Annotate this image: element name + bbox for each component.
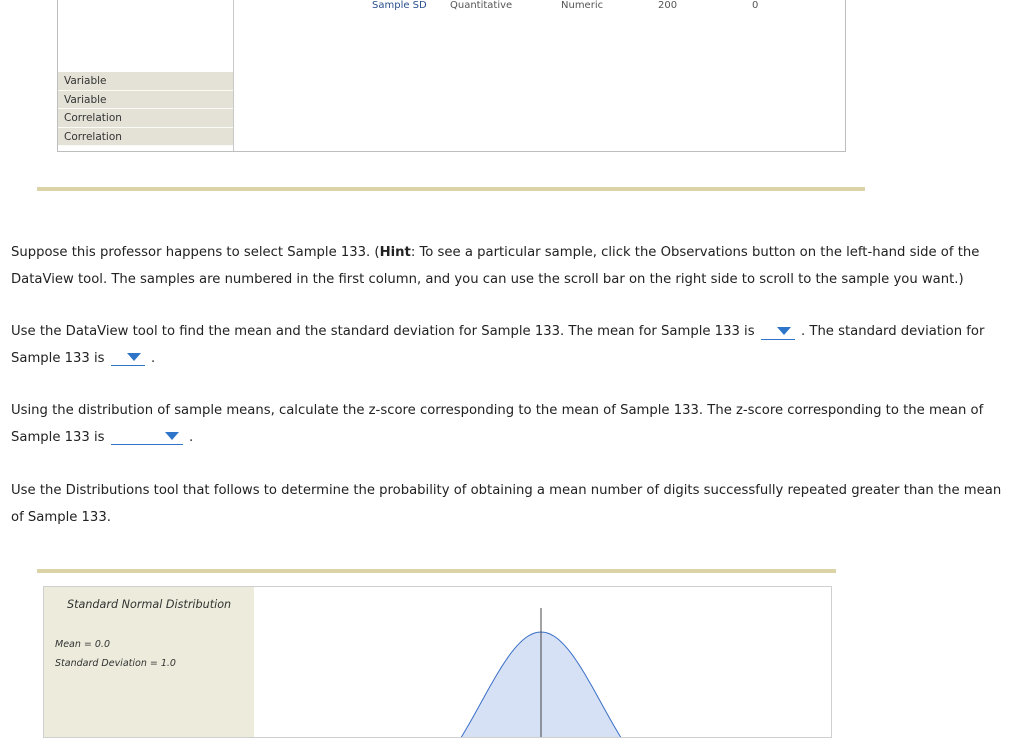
chevron-down-icon bbox=[165, 432, 179, 440]
normal-curve-chart[interactable] bbox=[255, 587, 831, 737]
section-divider bbox=[37, 569, 836, 573]
variable-count-cell: 200 bbox=[658, 0, 678, 11]
section-divider bbox=[37, 187, 865, 191]
intro-text-2: : To see a particular sample, click the Observations button on the left-hand side of the DataView tool. The samples are numbered in the first column, and you can use the scroll bar on the right side to scroll to the sample you want.) bbox=[11, 245, 980, 287]
mean-sd-text-2: . The standard deviation for Sample 133 is bbox=[11, 324, 985, 366]
mean-sd-text-3: . bbox=[150, 350, 156, 366]
dataview-tool bbox=[57, 0, 846, 152]
distributions-tool bbox=[43, 586, 832, 738]
distribution-info-panel bbox=[44, 587, 254, 737]
variable-list-item[interactable]: Variable bbox=[58, 72, 233, 91]
distribution-title: Standard Normal Distribution bbox=[67, 598, 232, 611]
question-intro bbox=[11, 240, 1011, 293]
variable-type-cell: Quantitative bbox=[450, 0, 513, 11]
mean-sd-text-1: Use the DataView tool to find the mean and the standard deviation for Sample 133. The mean for Sample 133 is bbox=[11, 324, 755, 339]
variable-missing-cell: 0 bbox=[752, 0, 759, 11]
zscore-dropdown[interactable] bbox=[111, 428, 183, 445]
variable-list-item[interactable]: Correlation bbox=[58, 128, 233, 147]
variable-name-cell[interactable]: Sample SD bbox=[372, 0, 427, 11]
question-mean-sd bbox=[11, 319, 1011, 372]
distributions-text: Use the Distributions tool that follows to determine the probability of obtaining a mean number of digits successfully repeated greater than the mean of Sample 133. bbox=[11, 483, 1002, 525]
variable-list-item[interactable]: Correlation bbox=[58, 109, 233, 128]
variable-format-cell: Numeric bbox=[561, 0, 604, 11]
question-distributions bbox=[11, 478, 1011, 531]
distribution-sd-label: Standard Deviation = 1.0 bbox=[55, 658, 176, 669]
zscore-text-2: . bbox=[188, 429, 194, 445]
chevron-down-icon bbox=[127, 353, 141, 361]
hint-label: Hint bbox=[379, 245, 411, 260]
zscore-text-1: Using the distribution of sample means, calculate the z-score corresponding to the mean of Sample 133. The z-score corresponding to the mean of Sample 133 is bbox=[11, 403, 984, 445]
intro-text-1: Suppose this professor happens to select Sample 133. ( bbox=[11, 245, 380, 260]
variable-list bbox=[58, 72, 233, 146]
mean-dropdown[interactable] bbox=[761, 323, 795, 340]
distribution-mean-label: Mean = 0.0 bbox=[55, 639, 110, 650]
chevron-down-icon bbox=[777, 327, 791, 335]
sd-dropdown[interactable] bbox=[111, 349, 145, 366]
question-zscore bbox=[11, 398, 1011, 451]
variable-list-item[interactable]: Variable bbox=[58, 91, 233, 110]
dataview-variable-panel bbox=[58, 0, 234, 151]
